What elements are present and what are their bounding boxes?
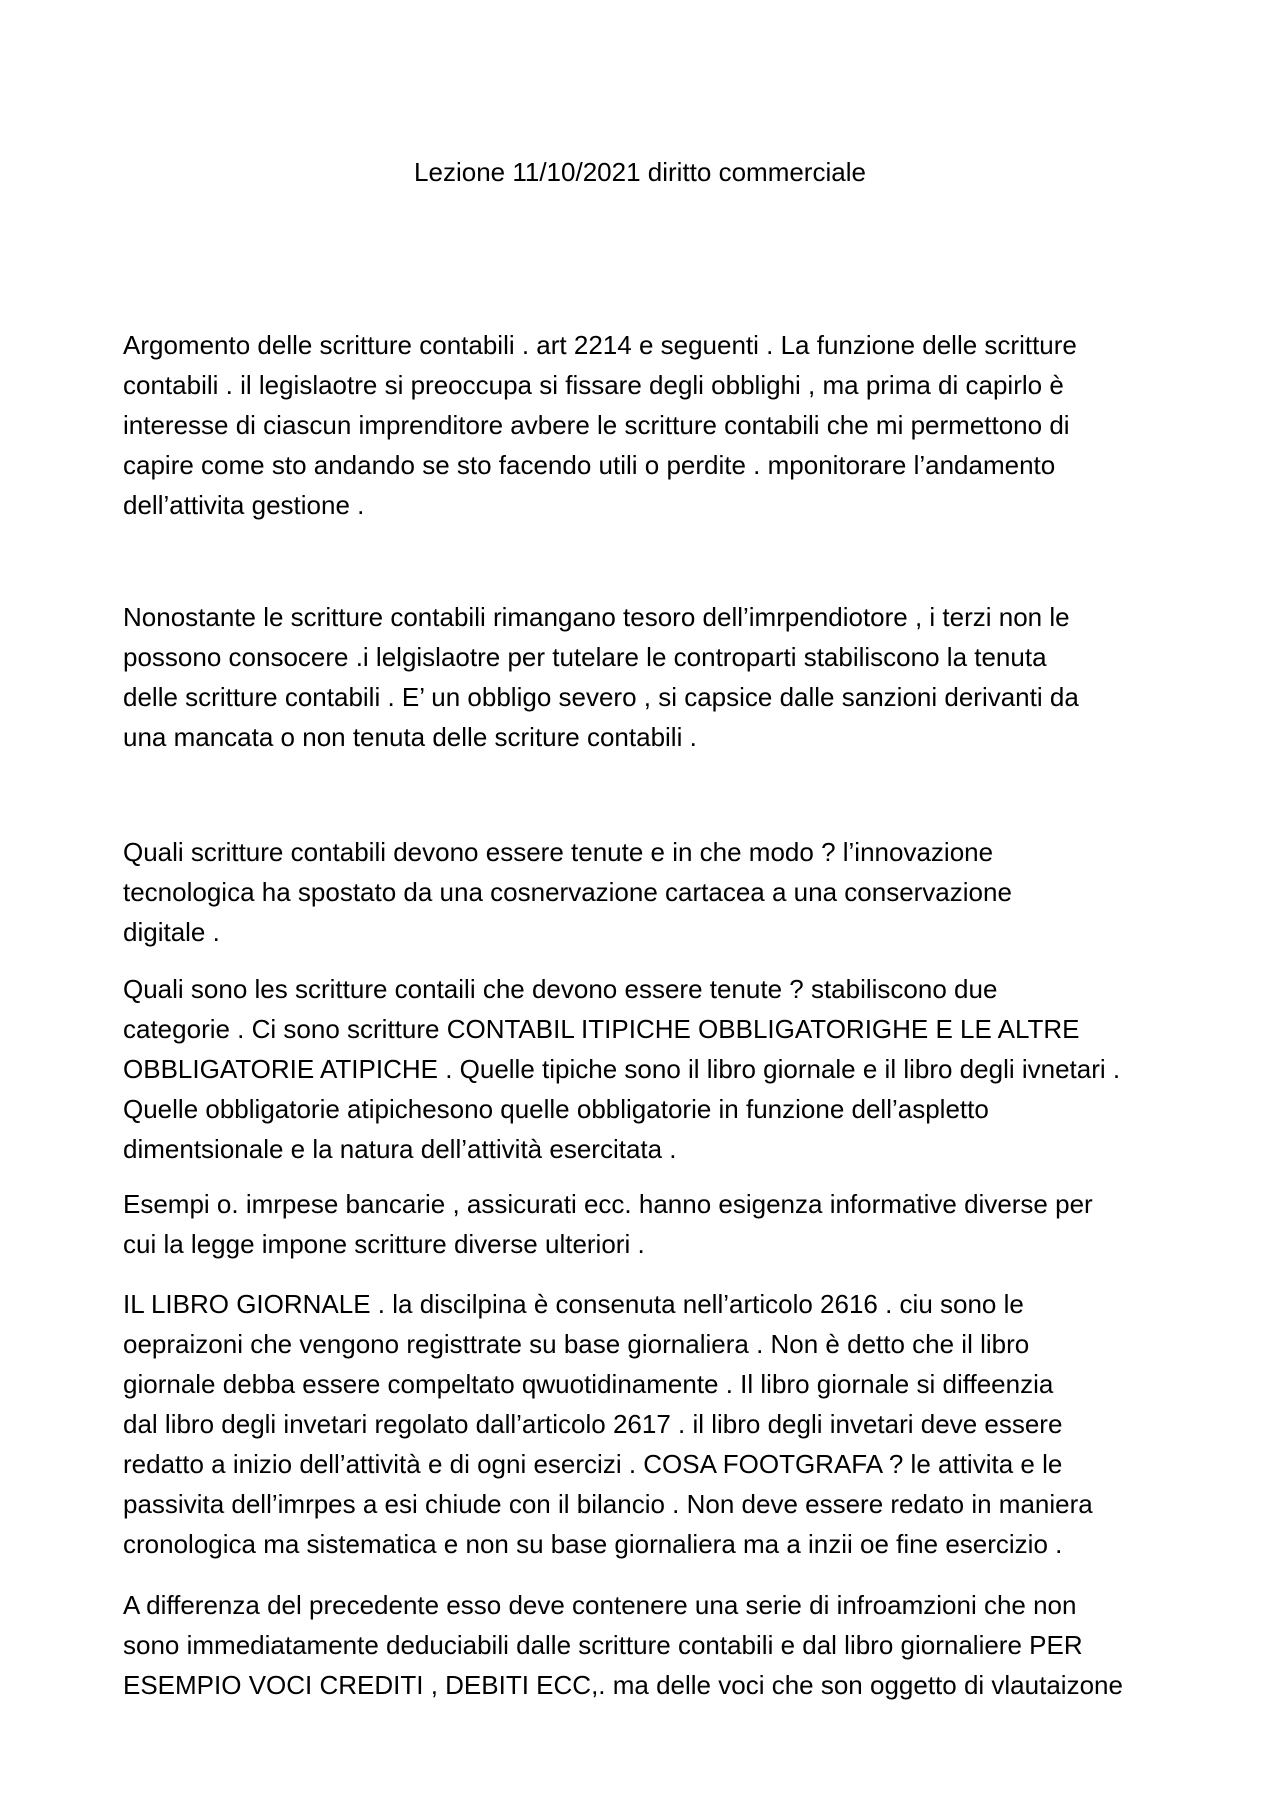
text-line: Quali scritture contabili devono essere tenute e in che modo ? l’innovazione — [123, 837, 994, 867]
text-line: categorie . Ci sono scritture CONTABIL ITIPICHE OBBLIGATORIGHE E LE ALTRE — [123, 1014, 1080, 1044]
text-line: passivita dell’imrpes a esi chiude con il bilancio . Non deve essere redato in maniera — [123, 1489, 1093, 1519]
text-line: digitale . — [123, 917, 220, 947]
text-line: A differenza del precedente esso deve contenere una serie di infroamzioni che non — [123, 1590, 1077, 1620]
text-line: redatto a inizio dell’attività e di ogni esercizi . COSA FOOTGRAFA ? le attivita e le — [123, 1449, 1063, 1479]
paragraph-6 — [123, 1284, 1163, 1564]
text-line: dell’attivita gestione . — [123, 490, 365, 520]
text-line: capire come sto andando se sto facendo utili o perdite . mponitorare l’andamento — [123, 450, 1056, 480]
text-line: Esempi o. imrpese bancarie , assicurati ecc. hanno esigenza informative diverse per — [123, 1189, 1093, 1219]
text-line: Quelle obbligatorie atipichesono quelle obbligatorie in funzione dell’aspletto — [123, 1094, 989, 1124]
text-line: una mancata o non tenuta delle scriture contabili . — [123, 722, 697, 752]
paragraph-2 — [123, 597, 1163, 757]
text-line: delle scritture contabili . E’ un obbligo severo , si capsice dalle sanzioni derivanti da — [123, 682, 1079, 712]
paragraph-5 — [123, 1184, 1163, 1264]
text-line: possono consocere .i lelgislaotre per tutelare le controparti stabiliscono la tenuta — [123, 642, 1047, 672]
document-title: Lezione 11/10/2021 diritto commerciale — [414, 157, 866, 187]
text-line: OBBLIGATORIE ATIPICHE . Quelle tipiche sono il libro giornale e il libro degli ivnetari . — [123, 1054, 1121, 1084]
text-line: interesse di ciascun imprenditore avbere le scritture contabili che mi permettono di — [123, 410, 1070, 440]
text-line: cronologica ma sistematica e non su base giornaliera ma a inzii oe fine esercizio . — [123, 1529, 1063, 1559]
paragraph-7 — [123, 1585, 1163, 1705]
paragraph-3 — [123, 832, 1163, 952]
text-line: ESEMPIO VOCI CREDITI , DEBITI ECC,. ma delle voci che son oggetto di vlautaizone — [123, 1670, 1123, 1700]
text-line: dal libro degli invetari regolato dall’articolo 2617 . il libro degli invetari deve essere — [123, 1409, 1063, 1439]
text-line: IL LIBRO GIORNALE . la discilpina è consenuta nell’articolo 2616 . ciu sono le — [123, 1289, 1024, 1319]
text-line: Quali sono les scritture contaili che devono essere tenute ? stabiliscono due — [123, 974, 998, 1004]
text-line: oepraizoni che vengono registtrate su base giornaliera . Non è detto che il libro — [123, 1329, 1030, 1359]
paragraph-1 — [123, 325, 1163, 525]
text-line: Nonostante le scritture contabili rimangano tesoro dell’imrpendiotore , i terzi non le — [123, 602, 1070, 632]
paragraph-4 — [123, 969, 1163, 1169]
text-line: Argomento delle scritture contabili . art 2214 e seguenti . La funzione delle scritture — [123, 330, 1077, 360]
text-line: giornale debba essere compeltato qwuotidinamente . Il libro giornale si diffeenzia — [123, 1369, 1054, 1399]
text-line: tecnologica ha spostato da una cosnervazione cartacea a una conservazione — [123, 877, 1012, 907]
text-line: cui la legge impone scritture diverse ulteriori . — [123, 1229, 645, 1259]
text-line: sono immediatamente deduciabili dalle scritture contabili e dal libro giornaliere PER — [123, 1630, 1083, 1660]
text-line: contabili . il legislaotre si preoccupa si fissare degli obblighi , ma prima di capirlo è — [123, 370, 1064, 400]
text-line: dimentsionale e la natura dell’attività esercitata . — [123, 1134, 677, 1164]
